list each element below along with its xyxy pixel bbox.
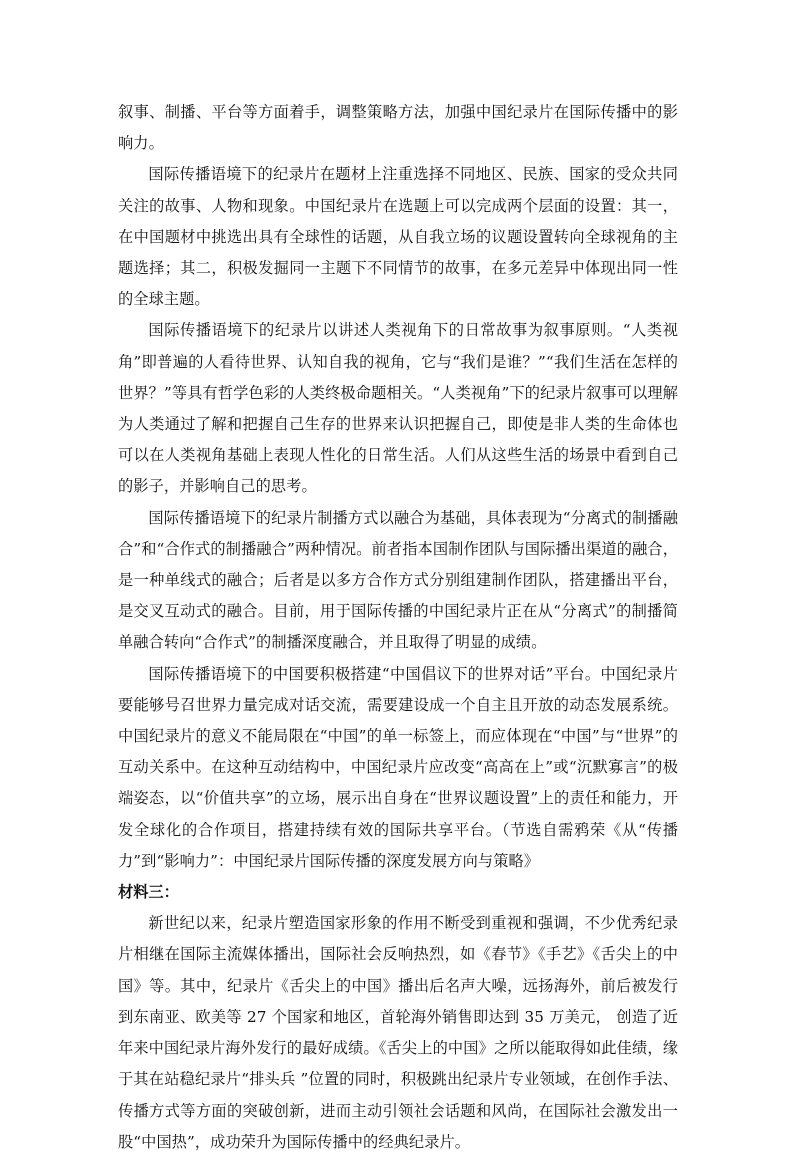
paragraph-topic-selection: 国际传播语境下的纪录片在题材上注重选择不同地区、民族、国家的受众共同关注的故事、人物和现象。中国纪录片在选题上可以完成两个层面的设置：其一，在中国题材中挑选出具有全球性的话题，从自我立场的议题设置转向全球视角的主题选择；其二，积极发掘同一主题下不同情节的故事，在多元差异中体现出同一性的全球主题。: [118, 165, 678, 309]
paragraph-material-three: 新世纪以来，纪录片塑造国家形象的作用不断受到重视和强调，不少优秀纪录片相继在国际主流媒体播出，国际社会反响热烈，如《春节》《手艺》《舌尖上的中国》等。其中，纪录片《舌尖上的中国》播出后名声大噪，远扬海外，前后被发行到东南亚、欧美等 27 个国家和地区，首轮海外销售即达到 35 万美元， 创造了近年来中国纪录片海外发行的最好成绩。《舌尖上的中国》之所以能取得如此佳绩，缘于其在站稳纪录片“排头兵 ”位置的同时，积极跳出纪录片专业领域，在创作手法、传播方式等方面的突破创新，进而主动引领社会话题和风尚，在国际社会激发出一股“中国热”，成功荣升为国际传播中的经典纪录片。: [118, 914, 678, 1151]
paragraph-human-perspective: 国际传播语境下的纪录片以讲述人类视角下的日常故事为叙事原则。“人类视角”即普遍的人看待世界、认知自我的视角，它与“我们是谁？”“我们生活在怎样的世界？”等具有哲学色彩的人类终极命题相关。“人类视角”下的纪录片叙事可以理解为人类通过了解和把握自己生存的世界来认识把握自己，即使是非人类的生命体也可以在人类视角基础上表现人性化的日常生活。人们从这些生活的场景中看到自己的影子，并影响自己的思考。: [118, 321, 678, 496]
paragraph-dialogue-platform: 国际传播语境下的中国要积极搭建“中国倡议下的世界对话”平台。中国纪录片要能够号召世界力量完成对话交流，需要建设成一个自主且开放的动态发展系统。中国纪录片的意义不能局限在“中国”的单一标签上，而应体现在“中国”与“世界”的互动关系中。在这种互动结构中，中国纪录片应改变“高高在上”或“沉默寡言”的极端姿态，以“价值共享”的立场，展示出自身在“世界议题设置”上的责任和能力，开发全球化的合作项目，搭建持续有效的国际共享平台。（节选自需鸦荣《从“传播力”到“影响力”：中国纪录片国际传播的深度发展方向与策略》: [118, 664, 678, 870]
document-page: [118, 97, 678, 1158]
section-heading-material-three: 材料三：: [118, 883, 179, 902]
paragraph-production-fusion: 国际传播语境下的纪录片制播方式以融合为基础，具体表现为“分离式的制播融合”和“合作式的制播融合”两种情况。前者指本国制作团队与国际播出渠道的融合，是一种单线式的融合；后者是以多方合作方式分别组建制作团队，搭建播出平台，是交叉互动式的融合。目前，用于国际传播的中国纪录片正在从“分离式”的制播简单融合转向“合作式”的制播深度融合，并且取得了明显的成绩。: [118, 508, 678, 652]
paragraph-continuation: 叙事、制播、平台等方面着手，调整策略方法，加强中国纪录片在国际传播中的影响力。: [118, 103, 678, 153]
